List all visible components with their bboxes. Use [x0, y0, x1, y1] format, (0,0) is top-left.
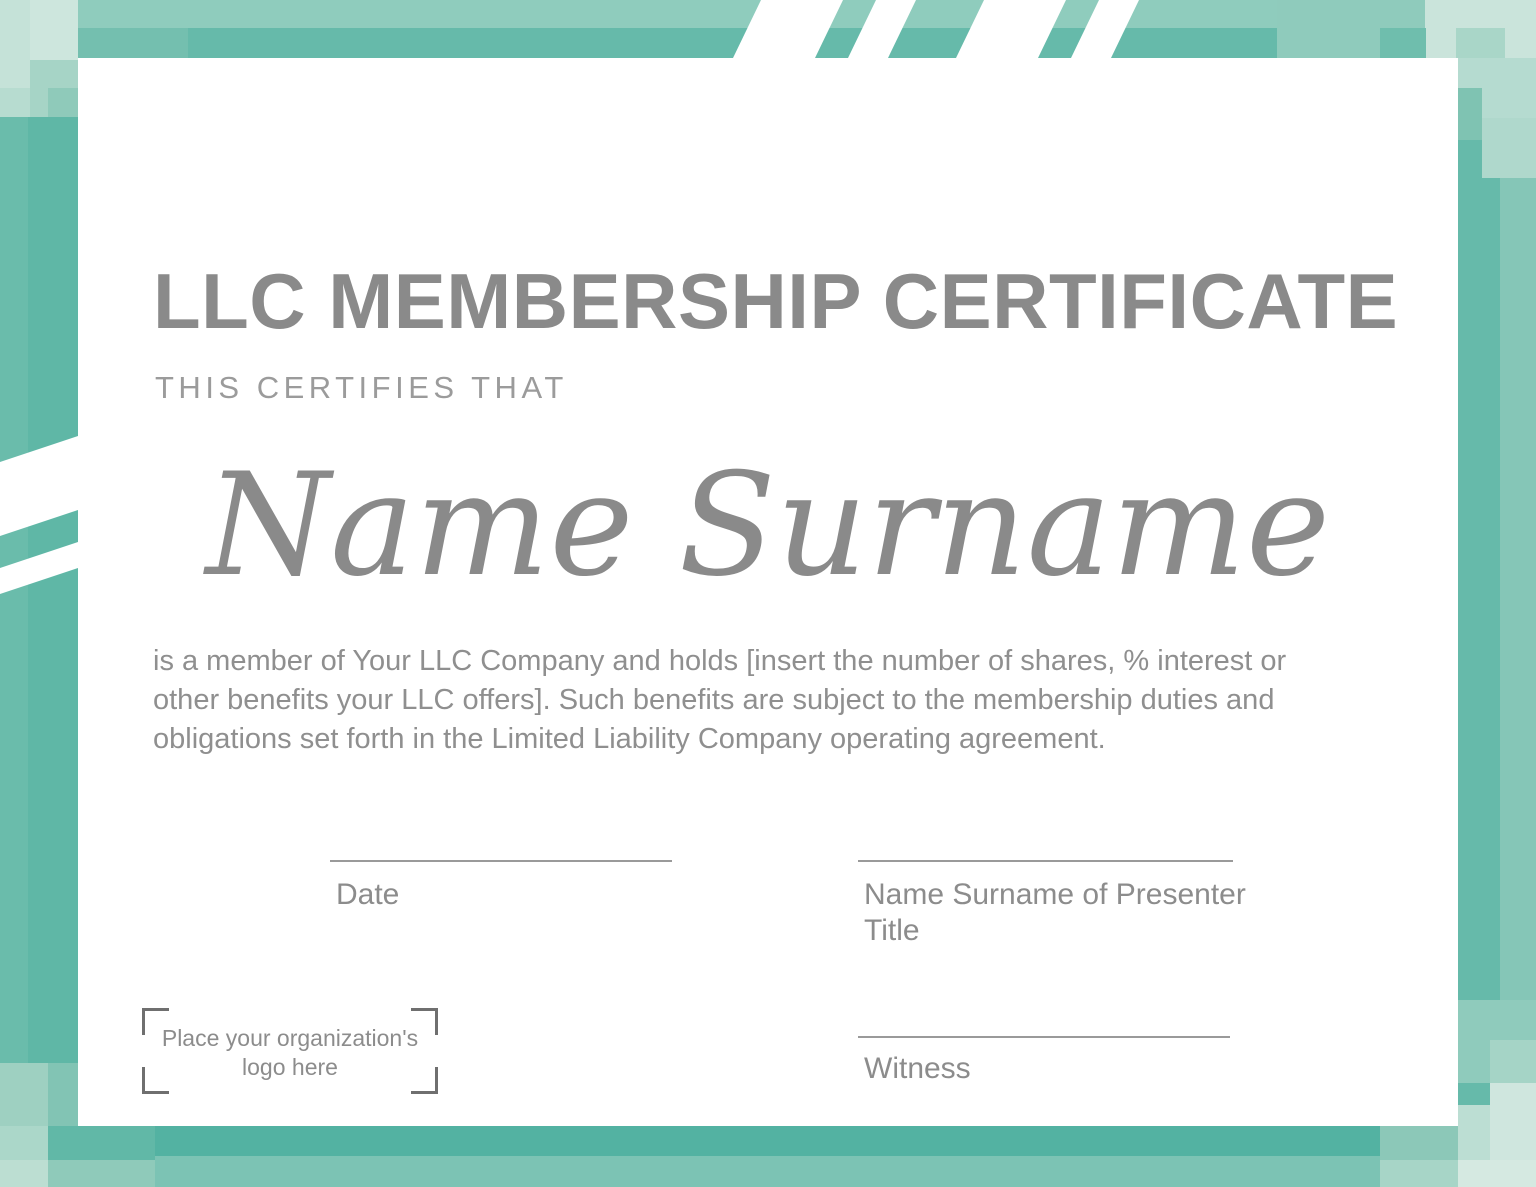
logo-placeholder-line: Place your organization's — [161, 1025, 419, 1051]
date-label: Date — [336, 878, 400, 911]
presenter-signature-line[interactable] — [858, 860, 1233, 862]
presenter-title-label: Title — [864, 914, 920, 947]
witness-label: Witness — [864, 1052, 971, 1085]
body-line: other benefits your LLC offers]. Such benefits are subject to the membership duties and — [153, 684, 1275, 716]
logo-placeholder-text — [142, 1024, 438, 1082]
witness-signature-line[interactable] — [858, 1036, 1230, 1038]
date-signature-line[interactable] — [330, 860, 672, 862]
logo-placeholder-line: logo here — [242, 1054, 338, 1080]
body-line: is a member of Your LLC Company and holds [insert the number of shares, % interest or — [153, 645, 1287, 677]
presenter-name-label: Name Surname of Presenter — [864, 878, 1246, 911]
logo-placeholder[interactable] — [142, 1008, 438, 1094]
body-line: obligations set forth in the Limited Liability Company operating agreement. — [153, 723, 1106, 755]
certificate-title: LLC MEMBERSHIP CERTIFICATE — [153, 257, 1399, 345]
certificate-subtitle: THIS CERTIFIES THAT — [155, 370, 568, 405]
recipient-name-field[interactable]: Name Surname — [205, 443, 1331, 608]
certificate-body-text — [153, 642, 1433, 759]
